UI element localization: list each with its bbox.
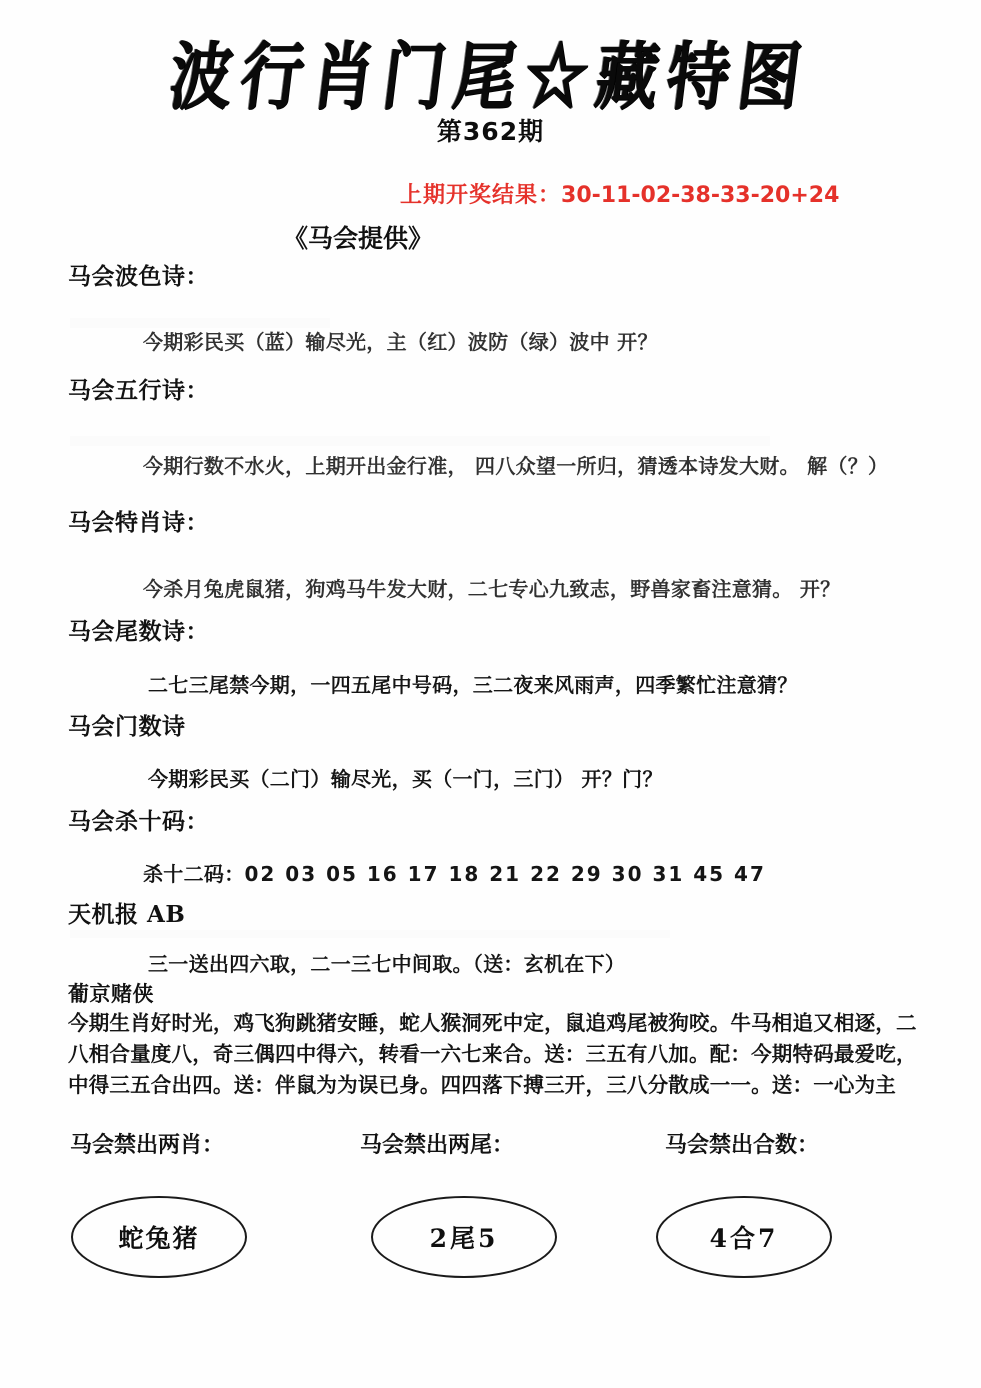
last-draw-result-numbers: 30-11-02-38-33-20+24 bbox=[561, 183, 840, 208]
pujing-line-1: 今期生肖好时光，鸡飞狗跳猪安睡，蛇人猴洞死中定，鼠追鸡尾被狗咬。牛马相追又相逐，二 bbox=[68, 1011, 917, 1035]
page-title: 波行肖门尾☆藏特图 bbox=[164, 33, 815, 120]
kill-codes-numbers: 02 03 05 16 17 18 21 22 29 30 31 45 47 bbox=[244, 862, 766, 886]
section-verse-wuxing: 今期行数不水火，上期开出金行准， 四八众望一所归，猜透本诗发大财。 解（？） bbox=[143, 454, 889, 478]
section-heading-weishu: 马会尾数诗： bbox=[68, 618, 209, 645]
masthead bbox=[0, 26, 981, 120]
last-draw-result-label: 上期开奖结果： bbox=[400, 183, 562, 208]
forbid-label-xiao: 马会禁出两肖： bbox=[70, 1132, 225, 1158]
section-verse-shashima bbox=[143, 858, 766, 887]
forbid-value-xiao: 蛇兔猪 bbox=[118, 1224, 200, 1253]
pujing-paragraph bbox=[68, 1008, 920, 1101]
section-verse-menshu: 今期彩民买（二门）输尽光，买（一门，三门） 开？门？ bbox=[148, 767, 663, 791]
forbid-value-wei: 2尾5 bbox=[429, 1224, 499, 1253]
section-heading-wuxing: 马会五行诗： bbox=[68, 377, 209, 404]
section-verse-weishu: 二七三尾禁今期，一四五尾中号码，三二夜来风雨声，四季繁忙注意猜？ bbox=[148, 673, 798, 697]
section-heading-bose: 马会波色诗： bbox=[68, 263, 209, 290]
forbid-oval-heshu bbox=[656, 1196, 832, 1278]
issue-number: 第362期 bbox=[436, 117, 545, 146]
pujing-line-3: 中得三五合出四。送：伴鼠为为误已身。四四落下搏三开，三八分散成一一。送：一心为主 bbox=[68, 1073, 896, 1097]
source-credit: 《马会提供》 bbox=[283, 224, 434, 253]
forbid-oval-wei bbox=[371, 1196, 557, 1278]
kill-codes-label: 杀十二码： bbox=[143, 862, 245, 886]
section-heading-pujingduxia: 葡京赌侠 bbox=[68, 981, 154, 1006]
forbid-label-wei: 马会禁出两尾： bbox=[360, 1132, 515, 1158]
section-verse-texiao: 今杀月兔虎鼠猪，狗鸡马牛发大财，二七专心九致志，野兽家畜注意猜。 开？ bbox=[143, 577, 841, 601]
scan-band-2 bbox=[70, 436, 770, 446]
section-heading-texiao: 马会特肖诗： bbox=[68, 509, 209, 536]
forbid-value-heshu: 4合7 bbox=[709, 1224, 779, 1253]
section-heading-shashima: 马会杀十码： bbox=[68, 808, 209, 835]
section-heading-tianjibao: 天机报 AB bbox=[68, 901, 186, 928]
section-heading-menshu: 马会门数诗 bbox=[68, 713, 186, 740]
pujing-line-2: 八相合量度八，奇三偶四中得六，转看一六七来合。送：三五有八加。配：今期特码最爱吃， bbox=[68, 1042, 917, 1066]
forbid-label-heshu: 马会禁出合数： bbox=[665, 1132, 820, 1158]
last-draw-result bbox=[400, 178, 839, 209]
section-verse-tianjibao: 三一送出四六取，二一三七中间取。（送：玄机在下） bbox=[148, 952, 626, 976]
scan-band-3 bbox=[70, 930, 670, 938]
section-verse-bose: 今期彩民买（蓝）输尽光，主（红）波防（绿）波中 开？ bbox=[143, 330, 658, 354]
forbid-oval-xiao bbox=[71, 1196, 247, 1278]
